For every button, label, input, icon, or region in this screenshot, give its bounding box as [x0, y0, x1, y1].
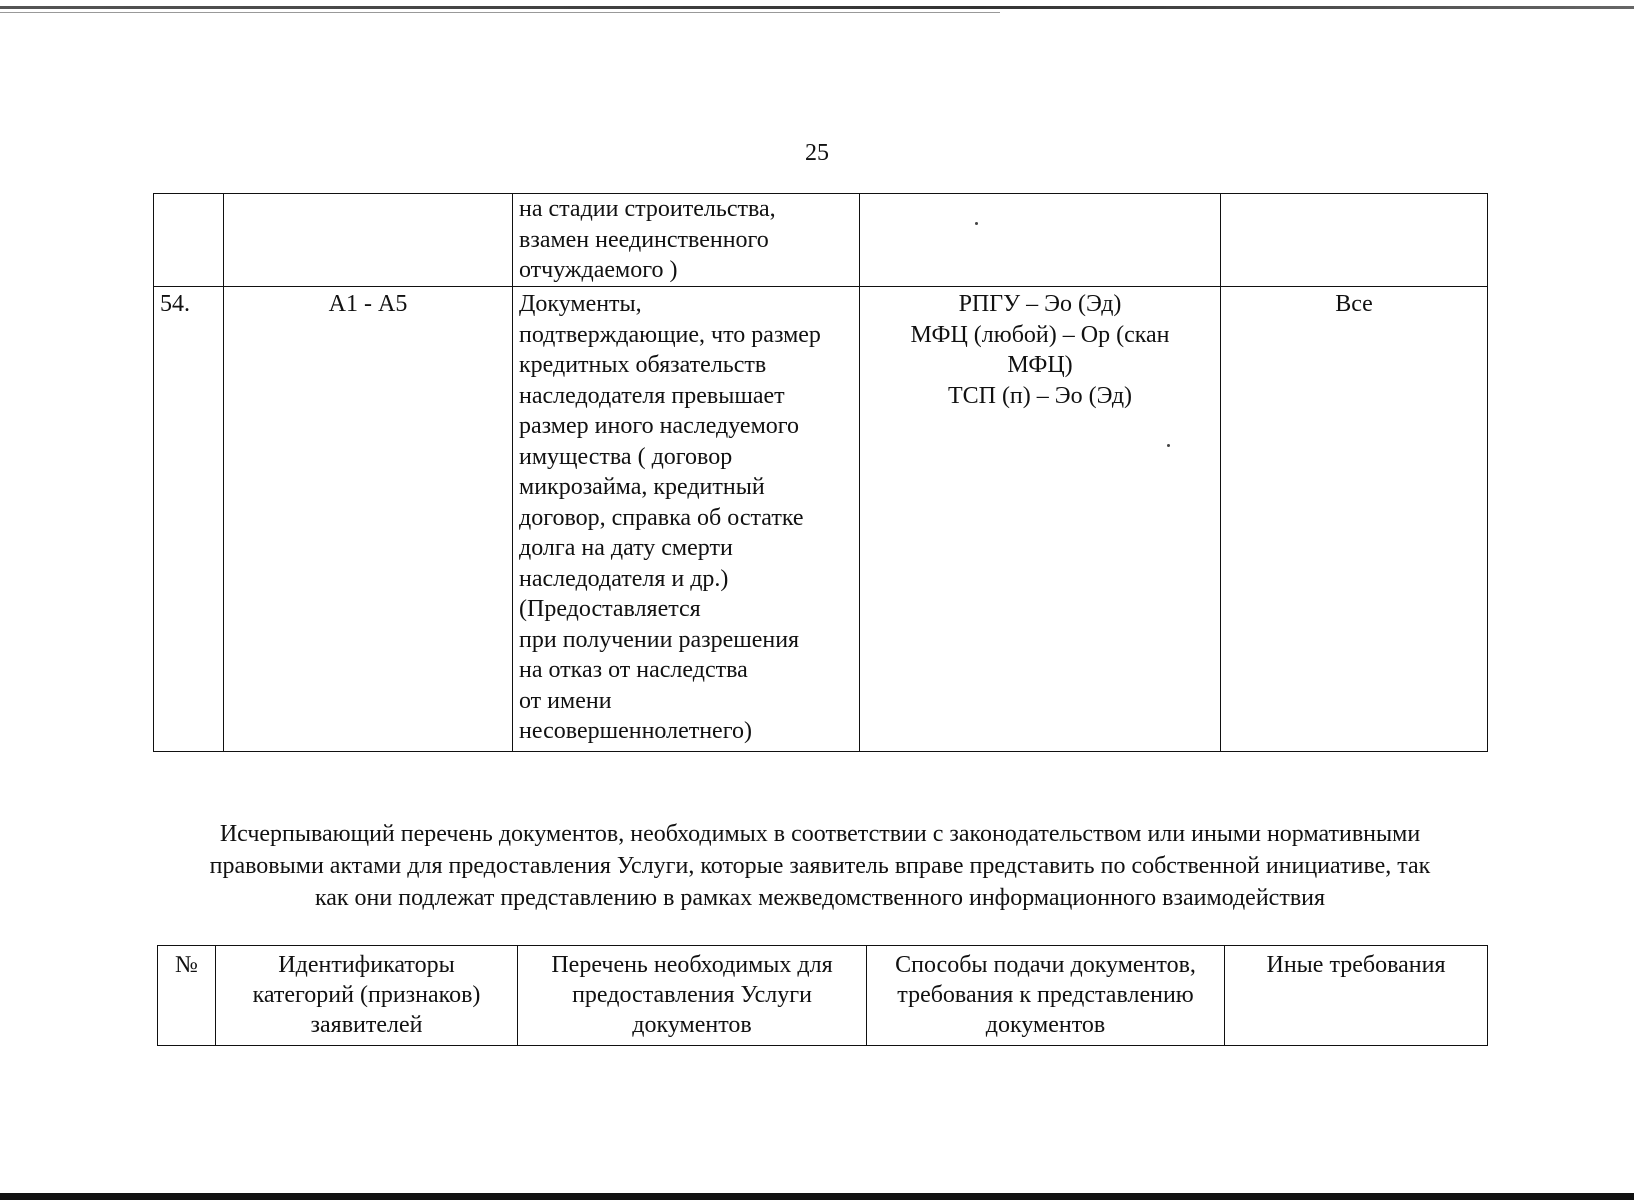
methods-line: МФЦ): [1007, 352, 1073, 378]
cell-documents: [513, 287, 860, 752]
documents-line: Документы,: [519, 291, 642, 317]
documents-line: взамен неединственного: [519, 226, 769, 253]
table-header-row: [158, 946, 1488, 1046]
scan-edge-top-thin: [0, 12, 1000, 13]
documents-line: размер иного наследуемого: [519, 413, 800, 439]
documents-line: наследодателя превышает: [519, 382, 785, 409]
methods-line: ТСП (п) – Эо (Эд): [947, 382, 1133, 409]
section-heading: [150, 818, 1490, 914]
documents-line: при получении разрешения: [519, 626, 800, 653]
header-methods: [867, 946, 1225, 1046]
cell-other: Все: [1221, 287, 1488, 752]
header-line: предоставления Услуги: [572, 982, 812, 1008]
table-row-54: [154, 287, 1488, 752]
documents-line: долга на дату смерти: [519, 535, 733, 561]
documents-line: договор, справка об остатке: [519, 504, 804, 531]
scan-speck: [975, 222, 978, 225]
section-heading-line: правовыми актами для предоставления Услуги, которые заявитель вправе представить по собственной инициативе, так: [209, 853, 1431, 879]
documents-line: отчуждаемого ): [519, 257, 678, 283]
scan-edge-top: [0, 6, 1634, 9]
cell-methods: [860, 287, 1221, 752]
header-documents: [518, 946, 867, 1046]
header-line: категорий (признаков): [252, 982, 481, 1008]
header-line: документов: [985, 1012, 1106, 1038]
section-heading-line: как они подлежат представлению в рамках межведомственного информационного взаимодействия: [314, 885, 1326, 911]
documents-line: на стадии строительства,: [519, 196, 776, 222]
documents-line: микрозайма, кредитный: [519, 474, 765, 500]
header-line: Идентификаторы: [278, 952, 455, 978]
documents-line: от имени: [519, 687, 612, 714]
page-number: 25: [805, 140, 829, 166]
header-line: Перечень необходимых для: [551, 952, 833, 978]
cell-categories: А1 - А5: [224, 287, 513, 752]
documents-table-header: [157, 945, 1488, 1046]
cell-other: [1221, 194, 1488, 287]
cell-number: 54.: [154, 287, 224, 752]
documents-line: кредитных обязательств: [519, 352, 767, 378]
cell-categories: [224, 194, 513, 287]
methods-line: РПГУ – Эо (Эд): [958, 291, 1122, 317]
header-categories: [216, 946, 518, 1046]
cell-documents: [513, 194, 860, 287]
scan-speck: [1167, 444, 1170, 447]
scan-edge-bottom: [0, 1193, 1634, 1200]
header-line: документов: [632, 1012, 752, 1038]
documents-line: несовершеннолетнего): [519, 718, 752, 744]
documents-line: наследодателя и др.): [519, 565, 729, 592]
documents-line: на отказ от наследства: [519, 657, 748, 683]
table-row-continuation: [154, 194, 1488, 287]
documents-line: имущества ( договор: [519, 443, 733, 470]
methods-line: МФЦ (любой) – Ор (скан: [910, 321, 1170, 348]
header-other: Иные требования: [1225, 946, 1488, 1046]
header-number: №: [158, 946, 216, 1046]
header-line: заявителей: [310, 1012, 423, 1038]
documents-line: подтверждающие, что размер: [519, 321, 821, 348]
documents-line: (Предоставляется: [519, 596, 701, 622]
header-line: требования к представлению: [897, 982, 1194, 1008]
header-line: Способы подачи документов,: [895, 952, 1196, 978]
documents-table-continued: [153, 193, 1488, 752]
cell-methods: [860, 194, 1221, 287]
cell-number: [154, 194, 224, 287]
section-heading-line: Исчерпывающий перечень документов, необходимых в соответствии с законодательством или иными нормативными: [219, 821, 1421, 847]
